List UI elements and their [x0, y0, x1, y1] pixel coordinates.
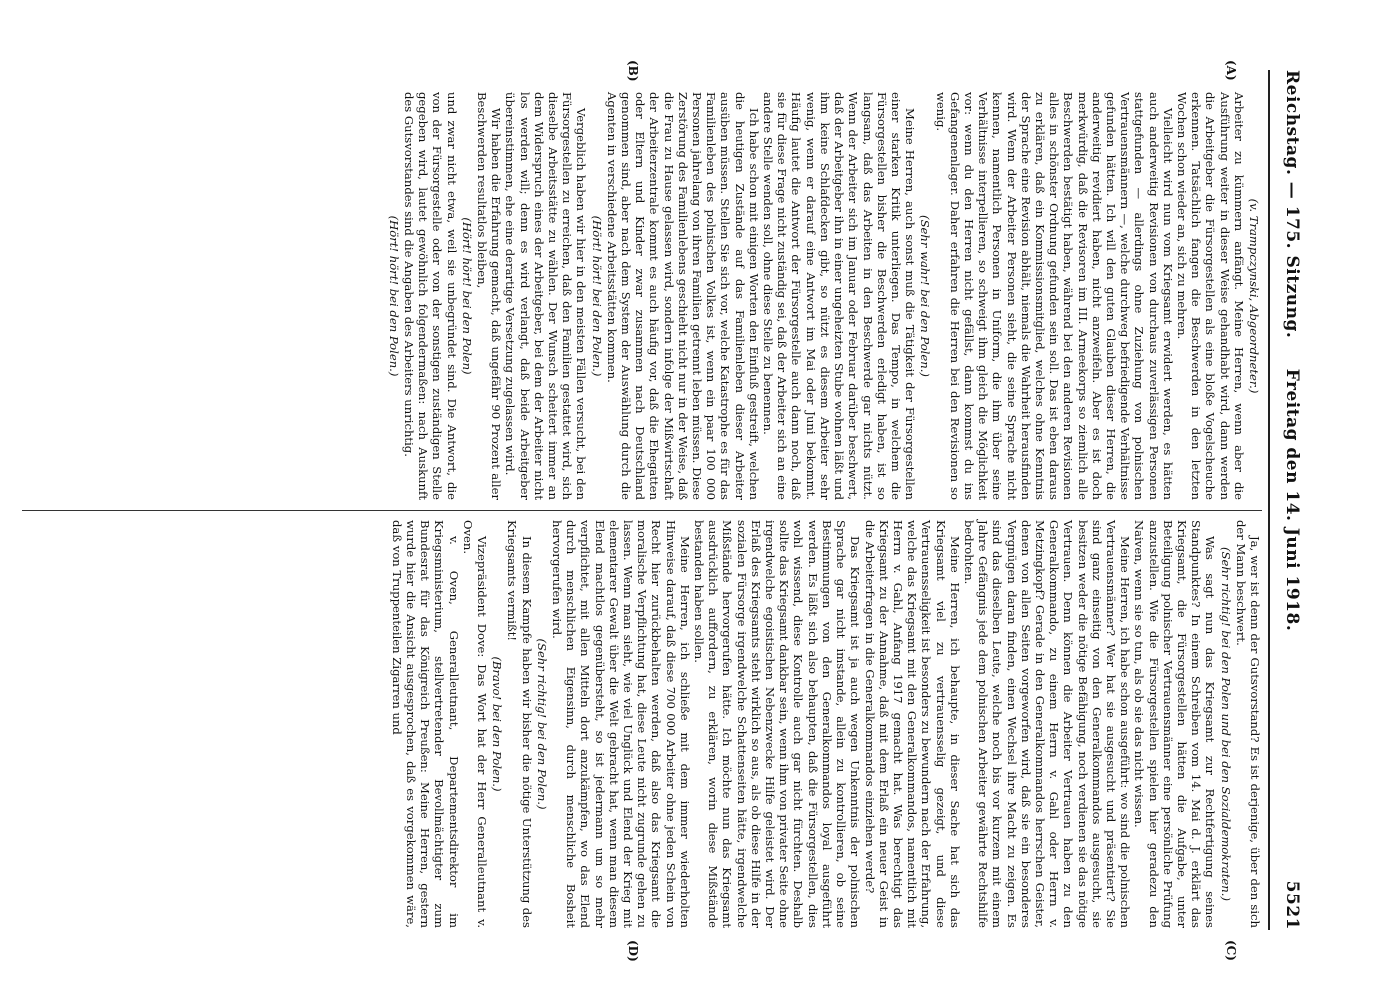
- interjection: (Hört! hört! bei den Polen.): [386, 215, 401, 377]
- interjection: (Sehr richtig! bei den Polen.): [534, 638, 549, 810]
- margin-mark-d: (D): [626, 940, 640, 962]
- paragraph: Das Kriegsamt ist ja auch wegen Unkenntnis der polnischen Sprache gar nicht imstande, allein zu kontrollieren, ob seine Bestimmungen von den Generalkommandos loyal ausgeführt werden. Es läßt sich also behaupten, daß die Fürsorgestellen, dies wohl wissend, diese Kontrolle auch gar nicht fürchten. Deshalb sollte das Kriegsamt dankbar sein, wenn ihm von privater Seite ohne irgendwelche egoistischen Nebenzwecke Hilfe geleistet wird. Der Erlaß des Kriegsamts steht wirklich so aus, als ob diese Hilfe in der sozialen Fürsorge irgendwelche Schattenseiten hätte, irgendwelche Mißstände hervorgerufen hätte. Ich möchte nun das Kriegsamt ausdrücklich auffordern, zu erklären, worin diese Mißstände bestanden haben sollen.: [692, 520, 863, 928]
- interjection: (Sehr wahr! bei den Polen.): [918, 215, 933, 377]
- paragraph: In diesem Kampfe haben wir bisher die nötige Unterstützung des Kriegsamts vermißt!: [505, 520, 534, 928]
- margin-mark-b: (B): [626, 60, 640, 82]
- right-column: [390, 520, 1262, 928]
- interjection: (Hört! hört! bei den Polen.): [589, 215, 604, 377]
- interjection: (Bravo! bei den Polen.): [490, 656, 505, 792]
- paragraph: Meine Herren, ich schließe mit dem immer wiederholten Hinweise darauf, daß diese 700 000 Arbeiter ohne jeden Schein von Recht hier zurückbehalten werden, daß also das Kriegsamt die moralische Verpflichtung hat, diese Leute nicht zugrunde gehen zu lassen. Wenn man sieht, wie viel Unglück und Elend der Krieg mit elementarer Gewalt über die Welt gebracht hat, wenn man diesem Elend machtlos gegenübersteht, so ist jedermann um so mehr verpflichtet, mit allen Mitteln dort anzukämpfen, wo das Elend durch menschlichen Eigensinn, durch menschliche Bosheit hervorgerufen wird.: [550, 520, 692, 928]
- paragraph: Meine Herren, ich behaupte, in dieser Sache hat sich das Kriegsamt viel zu vertrauensselig gezeigt, und diese Vertrauensseligkeit ist besonders zu bewundern nach der Erfahrung, welche das Kriegsamt mit den Generalkommandos, namentlich mit Herrn v. Gahl, Anfang 1917 gemacht hat. Was berechtigt das Kriegsamt zu der Annahme, daß mit dem Erlaß ein neuer Geist in die Arbeiterfragen in die Generalkommandos einziehen werde?: [862, 520, 962, 928]
- paragraph: Meine Herren, ich habe schon ausgeführt: wo sind die polnischen Vertrauensmänner? Wer hat sie ausgesucht und präsentiert? Sie sind ganz einseitig von den Generalkommandos ausgesucht, sie besitzen weder die nötige Befähigung, noch verdienen sie das nötige Vertrauen. Denn können die Arbeiter Vertrauen haben zu den Generalkommando, zu einem Herrn v. Gahl oder Herrn v. Metzingkopf? Gerade in den Generalkommandos herrschen Geister, denen von allen Seiten vorgeworfen wird, daß sie ein besonderes Vergnügen daran finden, einen Wechsel ihre Macht zu zeigen. Es sind das dieselben Leute, welche noch bis vor kurzem mit einem Jahre Gefängnis jede dem polnischen Arbeiter gewährte Rechtshilfe bedrohten.: [961, 520, 1133, 928]
- margin-mark-c: (C): [1224, 940, 1238, 961]
- page-number: 5521: [1282, 880, 1302, 930]
- paragraph: Vergeblich haben wir hier in den meisten Fällen versucht, bei den Fürsorgestellen zu erreichen, daß den Familien gestattet wird, sich dieselbe Arbeitsstätte zu wählen. Der Wunsch scheitert immer an dem Widerspruch eines der Arbeitgeber, bei dem der Arbeiter nicht los werden will; denn es wird verlangt, daß beide Arbeitgeber übereinstimmen, ehe eine derartige Versetzung zugelassen wird.: [503, 92, 589, 500]
- header-left: Reichstag. — 175. Sitzung.: [1282, 70, 1302, 339]
- page-header: [1276, 70, 1302, 930]
- paragraph: Ich habe schon mit einigen Worten den Einfluß gestreift, welchen die heutigen Zustände auf das Familienleben dieser Arbeiter ausüben müssen. Stellen Sie sich vor, welche Katastrophe es für das Familienleben des polnischen Volkes ist, wenn ein paar 100 000 Personen jahrelang von ihren Familien getrennt leben müssen. Diese Zerstörung des Familienlebens geschieht nicht nur in der Weise, daß die Frau zu Hause gelassen wird, sondern infolge der Mißwirtschaft der Arbeiterzentrale kommt es auch häufig vor, daß die Ehegatten oder Eltern und Kinder zwar zusammen nach Deutschland genommen sind, aber nach dem System der Auswählung durch die Agenten in verschiedene Arbeitsstätten kommen.: [604, 92, 761, 500]
- left-column: [386, 92, 1262, 500]
- paragraph: Meine Herren, auch sonst muß die Tätigkeit der Fürsorgestellen einer starken Kritik unterliegen. Das Tempo, in welchem die Fürsorgestellen bisher die Beschwerden erledigt haben, ist so langsam, daß das Arbeiten in den Beschwerde gar nichts nützt. Wenn der Arbeiter sich im Januar oder Februar darüber beschwert, daß der Arbeitgeber ihn in einer ungeheizten Stube wohnen läßt und ihm keine Schlafdecken gibt, so nützt es diesem Arbeiter sehr wenig, wenn er darauf eine Antwort im Mai oder Juni bekommt. Häufig lautet die Antwort der Fürsorgestelle auch dann noch, daß sie für diese Frage nicht zuständig sei, daß der Arbeiter sich an eine andere Stelle wenden soll, ohne diese Stelle zu benennen.: [761, 92, 918, 500]
- paragraph: v. Oven, Generalleutnant, Departementsdirektor im Kriegsministerium, stellvertretender Bevollmächtigter zum Bundesrat für das Königreich Preußen: Meine Herren, gestern wurde hier die Ansicht ausgesprochen, daß es vorgekommen wäre, daß von Truppenteilen Zigarren und: [389, 520, 461, 928]
- header-date: Freitag den 14. Juni 1918.: [1282, 368, 1302, 632]
- paragraph: Wir haben die Erfahrung gemacht, daß ungefähr 90 Prozent aller Beschwerden resultatlos bleiben,: [475, 92, 504, 500]
- speaker-line: (v. Trampczynski, Abgeordneter.): [1247, 198, 1261, 394]
- paragraph: und zwar nicht etwa, weil sie unbegründet sind. Die Antwort, die von der Fürsorgestelle oder von der sonstigen zuständigen Stelle gegeben wird, lautet gewöhnlich folgendermaßen: nach Auskunft des Gutsvorstandes sind die Angaben des Arbeiters unrichtig.: [402, 92, 459, 500]
- header-rule: [1268, 70, 1270, 930]
- paragraph: Vizepräsident Dove: Das Wort hat der Herr Generalleutnant v. Oven.: [460, 520, 490, 928]
- margin-mark-a: (A): [1224, 60, 1238, 81]
- paragraph: Ja, wer ist denn der Gutsvorstand? Es ist derjenige, über den sich der Mann beschwert.: [1233, 520, 1262, 928]
- paragraph: Was sagt nun das Kriegsamt zur Rechtfertigung seines Standpunktes? In einem Schreiben vom 14. Mai d. J. erklärt das Kriegsamt, die Fürsorgestellen hätten die Aufgabe, unter Beteiligung polnischer Vertrauensmänner eine persönliche Prüfung anzustellen. Wie die Fürsorgestellen spielen hier geradezu den Naiven, wenn sie so tun, als ob sie das nicht wissen.: [1132, 520, 1218, 928]
- interjection: (Hört! hört! bei den Polen): [459, 217, 474, 375]
- column-divider: [22, 510, 1262, 511]
- interjection: (Sehr richtig! bei den Polen und bei den Sozialdemokraten.): [1218, 547, 1233, 901]
- paragraph: Arbeiter zu kümmern anfängt. Meine Herren, wenn aber die Ausführung weiter in dieser Weise gehandhabt wird, dann werden die Arbeitgeber die Fürsorgestellen als eine bloße Vogelscheuche erkennen. Tatsächlich fangen die Beschwerden in den letzten Wochen schon wieder an, sich zu mehren.: [1174, 92, 1246, 500]
- paragraph: Vielleicht wird nun vom Kriegsamt erwidert werden, es hätten auch anderweitig Revisionen von durchaus zuverlässigen Personen stattgefunden — allerdings ohne Zuziehung von polnischen Vertrauensmännern —, welche durchweg befriedigende Verhältnisse gefunden hätten. Ich will den guten Glauben dieser Herren, die anderweitig revidiert haben, nicht anzweifeln. Aber es ist doch merkwürdig, daß die Revisoren im III. Armeekorps so ziemlich alle Beschwerden bestätigt haben, während bei den anderen Revisionen alles in schönster Ordnung gefunden sein soll. Das ist eben daraus zu erklären, daß ein Kommissionsmitglied, welches ohne Kenntnis der Sprache eine Revision abhält, niemals die Wahrheit herausfinden wird. Wenn der Arbeiter Personen sieht, die seine Sprache nicht kennen, namentlich Personen in Uniform, die ihm über seine Verhältnisse interpellieren, so schweigt ihm gleich die Möglichkeit vor: wenn du den Herren nicht gefällst, dann kommst du ins Gefangenenlager. Daher erfahren die Herren bei den Revisionen so wenig.: [933, 92, 1175, 500]
